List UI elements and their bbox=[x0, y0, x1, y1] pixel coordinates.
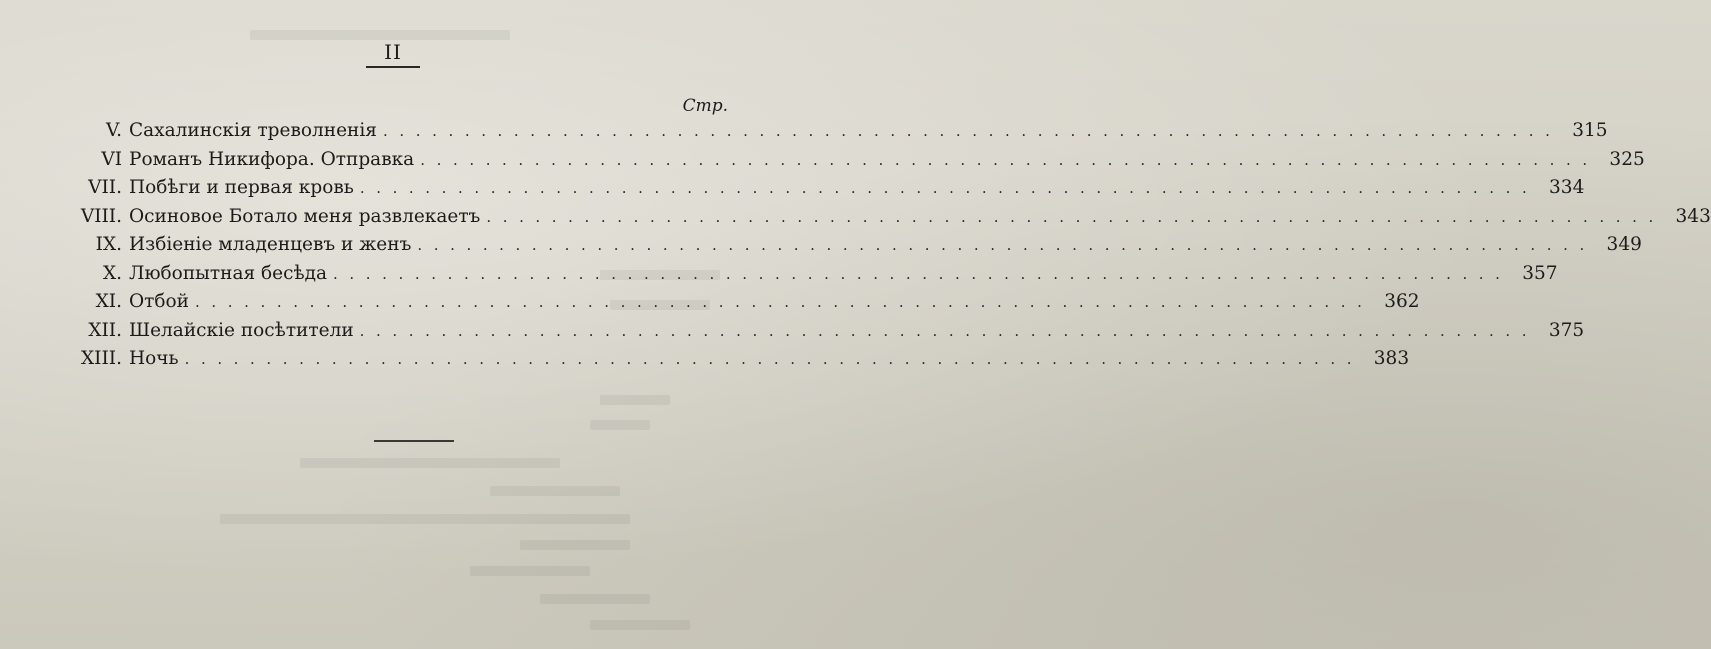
toc-row bbox=[60, 117, 1608, 146]
toc-row bbox=[60, 260, 1558, 289]
chapter-page: 349 bbox=[1606, 234, 1642, 255]
page-number-rule bbox=[366, 66, 420, 68]
dot-leader: ........................................................................ bbox=[184, 350, 1364, 368]
page-column-header: Стр. bbox=[682, 96, 728, 116]
chapter-title: Побѣги и первая кровь bbox=[129, 177, 354, 198]
dot-leader: ........................................................................ bbox=[195, 293, 1374, 311]
toc-row bbox=[60, 146, 1645, 175]
toc-row bbox=[60, 317, 1585, 346]
dot-leader: ........................................................................ bbox=[359, 179, 1539, 197]
chapter-page: 315 bbox=[1572, 120, 1608, 141]
chapter-page: 334 bbox=[1549, 177, 1585, 198]
toc-row bbox=[60, 345, 1410, 374]
chapter-number: XI. bbox=[95, 291, 122, 312]
toc-row bbox=[60, 231, 1642, 260]
chapter-title: Шелайскіе посѣтители bbox=[129, 319, 354, 341]
chapter-page: 325 bbox=[1609, 148, 1645, 170]
chapter-number: XIII. bbox=[81, 348, 122, 369]
chapter-page: 375 bbox=[1548, 319, 1585, 341]
chapter-title: Отбой bbox=[129, 291, 190, 312]
chapter-page: 357 bbox=[1522, 262, 1558, 284]
chapter-number: VIII. bbox=[80, 205, 122, 227]
chapter-number: XII. bbox=[88, 319, 122, 341]
closing-rule bbox=[374, 440, 454, 442]
dot-leader: ........................................................................ bbox=[486, 207, 1665, 226]
chapter-title: Сахалинскія треволненія bbox=[129, 120, 377, 141]
chapter-number: VI bbox=[101, 148, 122, 170]
chapter-number: IX. bbox=[95, 234, 122, 255]
chapter-number: VII. bbox=[88, 177, 122, 198]
dot-leader: ........................................................................ bbox=[417, 236, 1596, 254]
chapter-title: Любопытная бесѣда bbox=[129, 262, 328, 284]
chapter-page: 343 bbox=[1675, 205, 1711, 227]
dot-leader: ........................................................................ bbox=[333, 264, 1512, 283]
dot-leader: ........................................................................ bbox=[359, 321, 1539, 340]
toc-row bbox=[60, 203, 1711, 232]
page-number: II bbox=[384, 40, 402, 64]
chapter-title: Ночь bbox=[129, 348, 179, 369]
chapter-number: V. bbox=[105, 120, 122, 141]
chapter-title: Романъ Никифора. Отправка bbox=[129, 148, 415, 170]
chapter-page: 383 bbox=[1373, 348, 1410, 369]
dot-leader: ........................................................................ bbox=[420, 150, 1599, 169]
dot-leader: ........................................................................ bbox=[382, 122, 1562, 140]
table-of-contents bbox=[60, 117, 1711, 374]
toc-row bbox=[60, 174, 1585, 203]
chapter-number: X. bbox=[102, 262, 122, 284]
chapter-title: Осиновое Ботало меня развлекаетъ bbox=[129, 205, 481, 227]
chapter-page: 362 bbox=[1384, 291, 1420, 312]
toc-row bbox=[60, 288, 1420, 317]
chapter-title: Избіеніе младенцевъ и женъ bbox=[129, 234, 412, 255]
